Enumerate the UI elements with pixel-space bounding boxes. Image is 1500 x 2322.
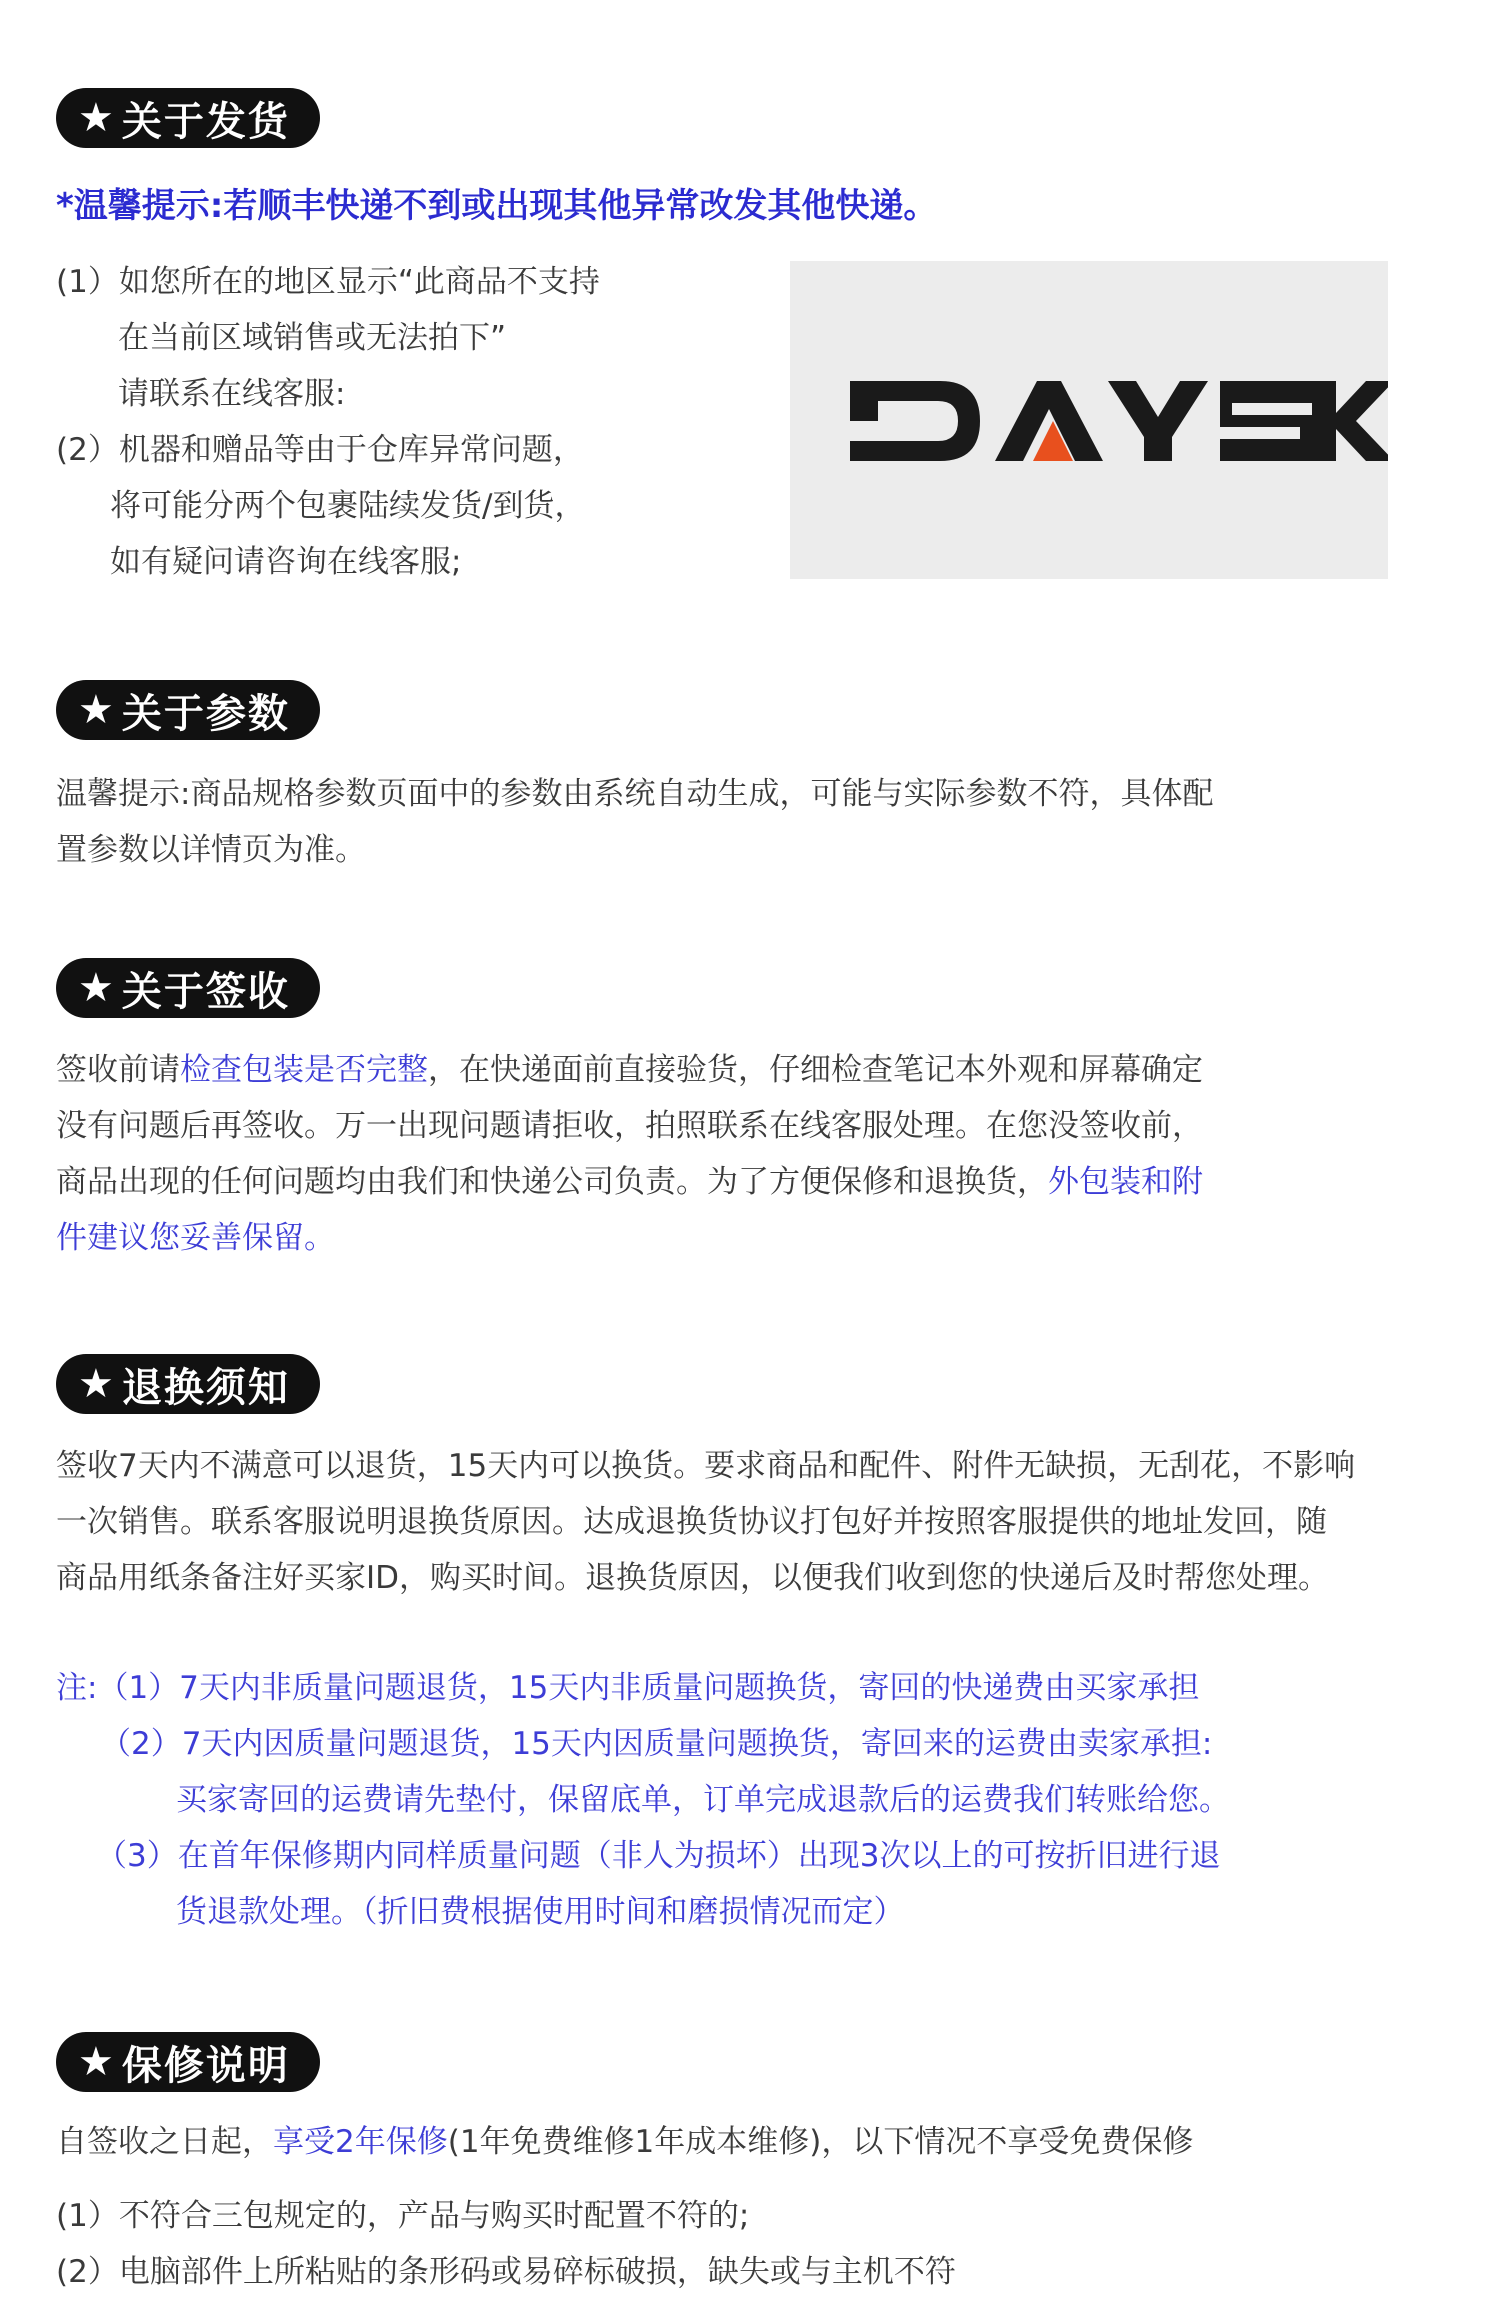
receipt-line-2: 没有问题后再签收。万一出现问题请拒收，拍照联系在线客服处理。在您没签收前，: [56, 1108, 1203, 1144]
star-icon: ★: [78, 687, 116, 733]
shipping-section: [56, 88, 1446, 148]
brand-logo-image: [790, 261, 1388, 579]
params-line-2: 置参数以详情页为准。: [56, 832, 366, 868]
params-section: [56, 680, 1446, 740]
star-icon: ★: [78, 95, 116, 141]
warranty-highlight: 享受2年保修: [273, 2124, 448, 2160]
params-line-1: 温馨提示:商品规格参数页面中的参数由系统自动生成，可能与实际参数不符，具体配: [56, 776, 1214, 812]
receipt-line-4: 件建议您妥善保留。: [56, 1220, 335, 1256]
returns-note-1: 注:（1）7天内非质量问题退货，15天内非质量问题换货，寄回的快递费由买家承担: [56, 1670, 1200, 1706]
returns-line-2: 一次销售。联系客服说明退换货原因。达成退换货协议打包好并按照客服提供的地址发回，随: [56, 1504, 1327, 1540]
returns-line-3: 商品用纸条备注好买家ID，购买时间。退换货原因，以便我们收到您的快递后及时帮您处理。: [56, 1560, 1330, 1596]
star-icon: ★: [78, 2039, 116, 2085]
shipping-line-2: 在当前区域销售或无法拍下”: [118, 320, 507, 356]
returns-note-3: 买家寄回的运费请先垫付，保留底单，订单完成退款后的运费我们转账给您。: [176, 1782, 1230, 1818]
shipping-line-3: 请联系在线客服:: [118, 376, 346, 412]
shipping-tip: *温馨提示:若顺丰快递不到或出现其他异常改发其他快递。: [56, 186, 938, 226]
shipping-heading: ★ 关于发货: [56, 88, 320, 148]
receipt-line-1: 签收前请检查包装是否完整，在快递面前直接验货，仔细检查笔记本外观和屏幕确定: [56, 1052, 1203, 1088]
warranty-line-1: 自签收之日起，享受2年保修(1年免费维修1年成本维修)，以下情况不享受免费保修: [56, 2124, 1194, 2160]
star-icon: ★: [78, 1361, 116, 1407]
shipping-line-1: (1）如您所在的地区显示“此商品不支持: [56, 264, 600, 300]
shipping-line-4: (2）机器和赠品等由于仓库异常问题，: [56, 432, 584, 468]
receipt-highlight-keep: 外包装和附: [1048, 1164, 1203, 1200]
params-heading: ★ 关于参数: [56, 680, 320, 740]
receipt-section: [56, 958, 1446, 1018]
receipt-heading: ★ 关于签收: [56, 958, 320, 1018]
warranty-line-3: (2）电脑部件上所粘贴的条形码或易碎标破损，缺失或与主机不符: [56, 2254, 956, 2290]
receipt-highlight-check: 检查包装是否完整: [180, 1052, 428, 1088]
returns-note-5: 货退款处理。（折旧费根据使用时间和磨损情况而定）: [176, 1894, 905, 1930]
receipt-line-3: 商品出现的任何问题均由我们和快递公司负责。为了方便保修和退换货，外包装和附: [56, 1164, 1203, 1200]
shipping-line-5: 将可能分两个包裹陆续发货/到货，: [110, 488, 586, 524]
returns-section: [56, 1354, 1446, 1414]
warranty-section: [56, 2032, 1446, 2092]
warranty-heading: ★ 保修说明: [56, 2032, 320, 2092]
returns-line-1: 签收7天内不满意可以退货，15天内可以换货。要求商品和配件、附件无缺损，无刮花，不影响: [56, 1448, 1356, 1484]
returns-heading: ★ 退换须知: [56, 1354, 320, 1414]
returns-note-2: （2）7天内因质量问题退货，15天内因质量问题换货，寄回来的运费由卖家承担:: [100, 1726, 1213, 1762]
daysky-logo: [790, 261, 1388, 579]
shipping-line-6: 如有疑问请咨询在线客服;: [110, 544, 462, 580]
warranty-line-2: (1）不符合三包规定的，产品与购买时配置不符的;: [56, 2198, 750, 2234]
returns-note-4: （3）在首年保修期内同样质量问题（非人为损坏）出现3次以上的可按折旧进行退: [96, 1838, 1221, 1874]
star-icon: ★: [78, 965, 116, 1011]
